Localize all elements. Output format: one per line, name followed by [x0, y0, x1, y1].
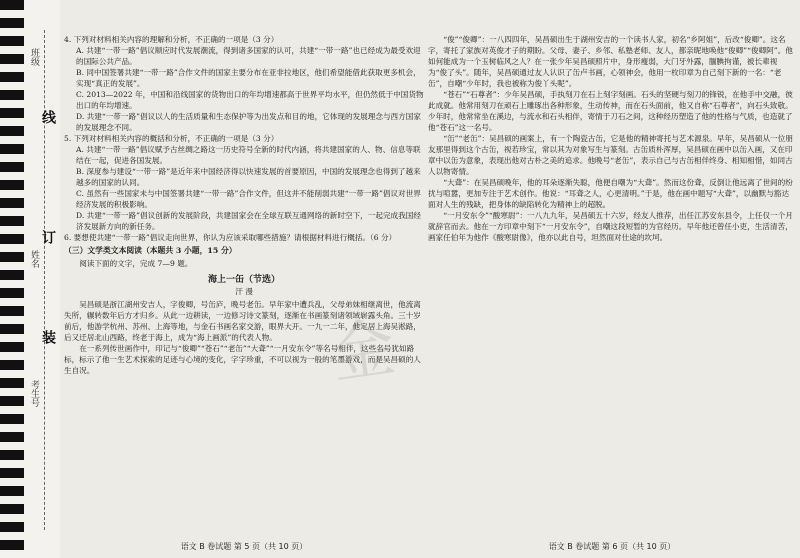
- name-label: 姓名: [29, 250, 39, 268]
- article-author: 汗 漫: [235, 287, 253, 296]
- exam-no-label: 考生号: [29, 380, 39, 407]
- binding-line-text: 线: [40, 110, 56, 124]
- q5-stem: 5. 下列对材料相关内容的概括和分析，不正确的一项是（3 分）: [64, 134, 279, 143]
- article-title: 海上一缶（节选）: [207, 275, 280, 285]
- q5-option-b: B. 深度参与建设“一带一路”是近年来中国经济得以快速发展的首要原因，中国的发展理念也得到了越来越多的国家的认同。: [76, 167, 421, 187]
- q4-stem: 4. 下列对材料相关内容的理解和分析，不正确的一项是（3 分）: [64, 35, 279, 44]
- q4-option-b: B. 同中国签署共建“一带一路”合作文件的国家主要分布在亚非拉地区，他们希望能借此获取更多机会，实现“真正的发展”。: [76, 68, 421, 88]
- binding-stripes: [0, 0, 24, 558]
- q6-stem: 6. 要想使共建“一带一路”倡议走向世界，你认为应该采取哪些措施？请根据材料进行概括。（6 分）: [64, 233, 397, 242]
- right-paragraph-4: “大聋”：在吴昌硕晚年，他的耳朵逐渐失聪，他便自嘲为“大聋”。然而这份聋，反倒让他远离了世间的纷扰与喧嚣，更加专注于艺术创作。他说：“耳聋之人，心更清明。”于是，他在画中题写“大聋”，以幽默与豁达面对人生的残缺，把身体的缺陷转化为精神上的超脱。: [428, 178, 793, 209]
- article-paragraph-1: 吴昌硕是浙江湖州安吉人，字俊卿，号缶庐，晚号老缶。早年家中遭兵乱，父母弟妹相继离世，他流离失所，辗转数年后方才归乡。从此一边耕读，一边修习诗文篆刻，逐渐在书画篆刻诸领域崭露头角。三十岁前后，他游学杭州、苏州、上海等地，与金石书画名家交游，眼界大开。一九一二年，他定居上海吴淞路，后又迁居北山西路，终老于海上，成为“海上画派”的代表人物。: [64, 300, 421, 342]
- left-page: [64, 0, 424, 558]
- left-page-footer: 语文 B 卷试题 第 5 页（共 10 页）: [180, 542, 308, 551]
- binding-margin: [0, 0, 60, 558]
- q5-option-a: A. 共建“一带一路”倡议赋予古丝绸之路这一历史符号全新的时代内涵，将共建国家的人、物、信息等联结在一起，促进各国发展。: [76, 145, 421, 165]
- class-label: 班级: [29, 48, 39, 66]
- q5-option-d: D. 共建“一带一路”倡议创新的发展阶段，共建国家会在全球互联互通网络的新时空下，一起完成我国经济发展新方向的新任务。: [76, 211, 421, 231]
- right-paragraph-5: “一月安东令”“酸寒尉”：一八九九年，吴昌硕五十六岁，经友人推荐，出任江苏安东县令，上任仅一个月就辞官而去。他在一方印章中刻下“一月安东令”，自嘲这段短暂的为官经历。早年他还曾任小吏，生活清苦，画家任伯年为他作《酸寒尉像》，他亦以此自号，坦然面对仕途的坎坷。: [428, 211, 793, 242]
- binding-ding-text: 订: [40, 230, 56, 244]
- right-page: [428, 0, 796, 558]
- binding-cut-line: [44, 30, 45, 530]
- right-paragraph-2: “苍石”“石尊者”：少年吴昌硕，手执刻刀在石上刻字刻画。石头的坚硬与刻刀的锋锐，在他手中交融，彼此成就。他常用刻刀在顽石上雕琢出各种形象，生动传神，而在石头面前，他又自称“石尊者”，向石头致敬。少年时，他常常坐在溪边，与流水和石头相伴，寄情于刀石之间，这种经历塑造了他的性格与气质，也造就了他“苍石”这一名号。: [428, 90, 793, 132]
- right-paragraph-3: “缶”“老缶”：吴昌硕的画案上，有一个陶瓷古缶，它是他的精神寄托与艺术源泉。早年，吴昌硕从一位朋友那里得到这个古缶，视若珍宝，常以其为对象写生与篆刻。古缶质朴浑厚，吴昌硕在画中以缶入画，又在印章中以缶为意象，表现出他对古朴之美的追求。他晚号“老缶”，表示自己与古缶相伴终身、相知相惜，如同古人以物寄情。: [428, 134, 793, 176]
- right-page-footer: 语文 B 卷试题 第 6 页（共 10 页）: [548, 542, 676, 551]
- right-paragraph-1: “俊”“俊卿”：一八四四年，吴昌硕出生于湖州安吉的一个读书人家，初名“乡阿姐”，后改“俊卿”。这名字，寄托了家族对英俊才子的期盼。父母、妻子、乡邻、私塾老师、友人，都亲昵地唤他“俊卿”“俊卿阿”。他如何能成为一个玉树临风之人？在一张少年吴昌硕照片中，身形瘦弱，大门牙外露，腼腆拘谨，被长辈视为“俊了头”。随年，吴昌硕通过友人认识了缶卢书画，心领神会，他用一枚印章为自己刻下新的一名：“老缶”，自嘲“少年时，我也被称为俊丫头呢”。: [428, 35, 793, 88]
- q4-option-d: D. 共建“一带一路”倡议以人的生活质量和生态保护等为出发点和目的地，它体现的发展理念与西方国家的发展理念不同。: [76, 112, 421, 132]
- binding-zhuang-text: 装: [40, 330, 56, 344]
- watermark: 金: [325, 310, 400, 394]
- article-paragraph-2: 在一系列传世画作中，印记与“俊卿”“苍石”“老缶”“大聋”“一月安东令”等名号相伴，这些名号犹如路标，标示了他一生艺术探索的足迹与心境的变化，字字珍重，不可以视为一般的笔墨游戏，而是吴昌硕的人生自况。: [64, 344, 421, 375]
- q4-option-c: C. 2013—2022 年，中国和沿线国家的货物出口的年均增速都高于世界平均水平，但仍然低于中国货物出口的年均增速。: [76, 90, 424, 110]
- section-3-heading: （三）文学类文本阅读（本题共 3 小题，15 分）: [64, 246, 237, 255]
- q5-option-c: C. 虽然有一些国家未与中国签署共建“一带一路”合作文件，但这并不能削弱共建“一带一路”倡议对世界经济发展的积极影响。: [76, 189, 421, 209]
- reading-instruction: 阅读下面的文字，完成 7—9 题。: [79, 259, 193, 268]
- q4-option-a: A. 共建“一带一路”倡议顺应时代发展潮流，得到诸多国家的认可，共建“一带一路”也已经成为最受欢迎的国际公共产品。: [76, 46, 421, 66]
